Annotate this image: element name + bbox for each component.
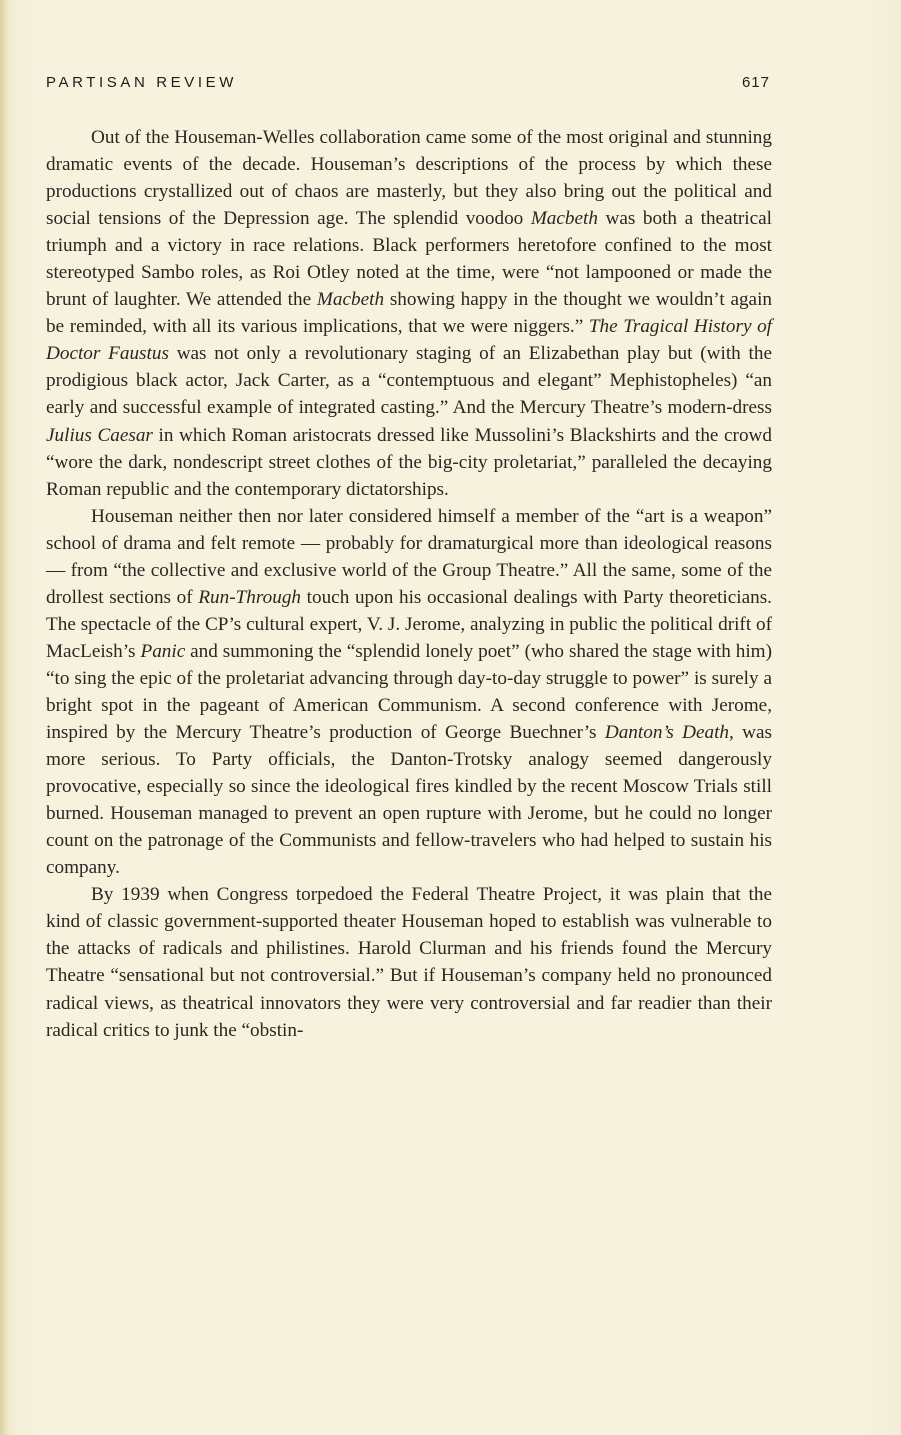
journal-title: PARTISAN REVIEW bbox=[46, 74, 237, 91]
paragraph bbox=[46, 503, 772, 882]
running-head bbox=[46, 74, 770, 96]
text-run: Houseman neither then nor later considered himself a member of the “art is a weapon” school of drama and felt remote — probably for dramaturgical more than ideological reasons — from “the collective and exclusive world of the Group Theatre.” All the same, some of the drollest sections of bbox=[46, 505, 772, 608]
italic-title: Panic bbox=[140, 640, 186, 662]
italic-title: The Tragical History of Doctor Faustus bbox=[46, 316, 772, 365]
italic-title: Julius Caesar bbox=[46, 424, 153, 446]
page-gutter-shadow bbox=[0, 0, 8, 1435]
page-number: 617 bbox=[741, 74, 770, 91]
text-run: Out of the Houseman-Welles collaboration came some of the most original and stunning dramatic events of the decade. Houseman’s descriptions of the process by which these productions crystallized out of chaos are masterly, but they also bring out the political and social tensions of the Depression age. The splendid voodoo bbox=[46, 127, 772, 230]
paragraph bbox=[46, 881, 772, 1043]
article-body bbox=[46, 124, 772, 1044]
text-run: By 1939 when Congress torpedoed the Federal Theatre Project, it was plain that the kind of classic government-supported theater Houseman hoped to establish was vulnerable to the attacks of radicals and philistines. Harold Clurman and his friends found the Mercury Theatre “sensational but not controversial.” But if Houseman’s company held no pronounced radical views, as theatrical innovators they were very controversial and far readier than their radical critics to junk the “obstin- bbox=[46, 884, 772, 1041]
text-run: and summoning the “splendid lonely poet” (who shared the stage with him) “to sing the epic of the proletariat advancing through day-to-day struggle to power” is surely a bright spot in the pageant of American Communism. A second conference with Jerome, inspired by the Mercury Theatre’s production of George Buechner’s bbox=[46, 640, 772, 744]
text-run: was more serious. To Party officials, the Danton-Trotsky analogy seemed dangerously provocative, especially so since the ideological fires kindled by the recent Moscow Trials still burned. Houseman managed to prevent an open rupture with Jerome, but he could no longer count on the patronage of the Communists and fellow-travelers who had helped to sustain his company. bbox=[46, 722, 773, 879]
italic-title: Macbeth bbox=[530, 208, 598, 230]
italic-title: Macbeth bbox=[316, 289, 385, 311]
text-run: in which Roman aristocrats dressed like Mussolini’s Blackshirts and the crowd “wore the dark, nondescript street clothes of the big-city proletariat,” paralleled the decaying Roman republic and the contemporary dictatorships. bbox=[46, 424, 772, 500]
text-run: was both a theatrical triumph and a victory in race relations. Black performers heretofore confined to the most stereotyped Sambo roles, as Roi Otley noted at the time, were “not lampooned or made the brunt of laughter. We attended the bbox=[46, 208, 773, 311]
text-run: touch upon his occasional dealings with Party theoreticians. The spectacle of the CP’s cultural expert, V. J. Jerome, analyzing in public the political drift of MacLeish’s bbox=[46, 586, 772, 662]
text-run: was not only a revolutionary staging of an Elizabethan play but (with the prodigious black actor, Jack Carter, as a “contemptuous and elegant” Mephistopheles) “an early and successful example of integrated casting.” And the Mercury Theatre’s modern-dress bbox=[46, 343, 772, 419]
italic-title: Danton’s Death, bbox=[604, 722, 734, 744]
italic-title: Run-Through bbox=[198, 586, 302, 608]
text-run: showing happy in the thought we wouldn’t again be reminded, with all its various implications, that we were niggers.” bbox=[46, 289, 773, 338]
paragraph bbox=[46, 124, 772, 503]
